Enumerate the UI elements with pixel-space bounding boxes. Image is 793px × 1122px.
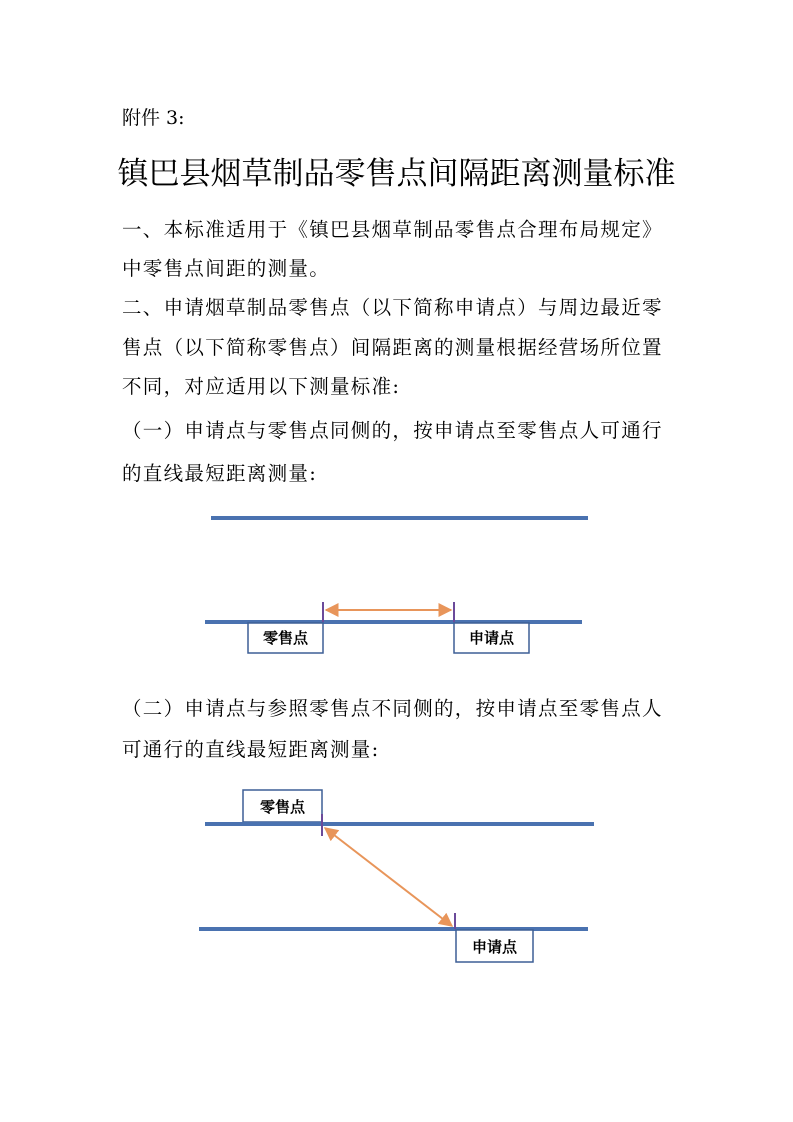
paragraph-1-line-2: 中零售点间距的测量。 bbox=[122, 257, 331, 280]
paragraph-2-line-1: 二、申请烟草制品零售点（以下简称申请点）与周边最近零 bbox=[122, 296, 663, 319]
clause-2-line-1: （二）申请点与参照零售点不同侧的，按申请点至零售点人 bbox=[122, 697, 663, 720]
applicant-point-label: 申请点 bbox=[471, 938, 518, 956]
distance-arrow bbox=[325, 828, 452, 926]
retail-point-label: 零售点 bbox=[259, 798, 306, 816]
paragraph-2-line-2: 售点（以下简称零售点）间隔距离的测量根据经营场所位置 bbox=[122, 336, 663, 359]
clause-1-line-1: （一）申请点与零售点同侧的，按申请点至零售点人可通行 bbox=[122, 419, 663, 442]
applicant-point-label: 申请点 bbox=[468, 629, 515, 647]
same-side-diagram bbox=[0, 500, 793, 670]
retail-point-label: 零售点 bbox=[262, 629, 309, 647]
paragraph-2-line-3: 不同，对应适用以下测量标准: bbox=[122, 375, 401, 398]
opposite-side-diagram bbox=[0, 780, 793, 980]
attachment-label: 附件 3: bbox=[122, 107, 185, 129]
paragraph-1-line-1: 一、本标准适用于《镇巴县烟草制品零售点合理布局规定》 bbox=[122, 218, 663, 241]
clause-2-line-2: 可通行的直线最短距离测量: bbox=[122, 738, 380, 761]
document-title: 镇巴县烟草制品零售点间隔距离测量标准 bbox=[117, 156, 676, 192]
clause-1-line-2: 的直线最短距离测量: bbox=[122, 462, 318, 485]
